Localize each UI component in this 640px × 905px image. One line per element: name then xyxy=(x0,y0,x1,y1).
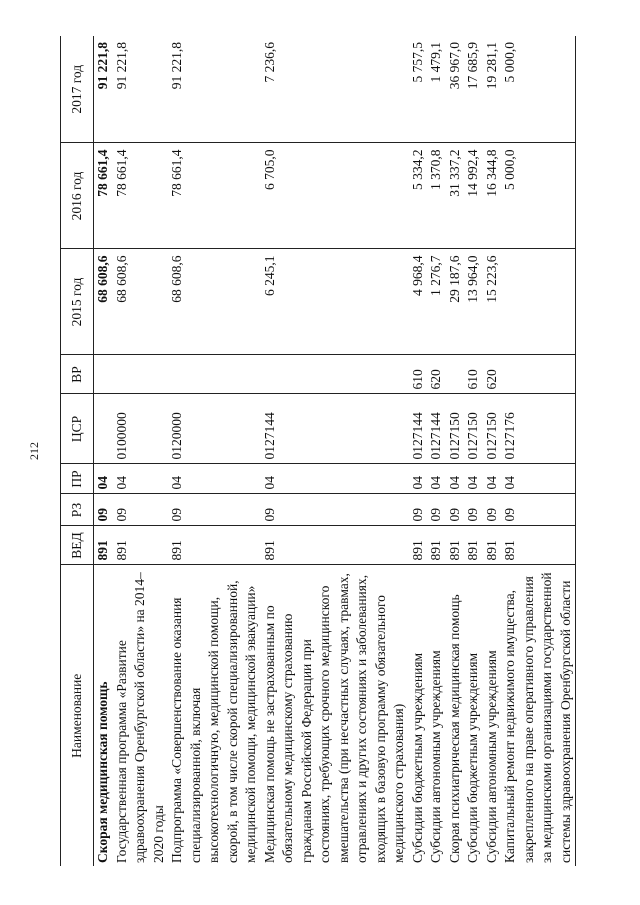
row-pr: 04 xyxy=(464,464,483,494)
row-2016: 16 344,8 xyxy=(483,143,502,249)
row-name: Субсидии бюджетным учреждениям xyxy=(409,652,425,863)
table-row xyxy=(483,36,502,866)
row-2016: 14 992,4 xyxy=(464,143,483,249)
row-2015: 29 187,6 xyxy=(446,249,465,355)
row-csr: 0127176 xyxy=(501,394,576,464)
row-2016: 31 337,2 xyxy=(446,143,465,249)
row-pr: 04 xyxy=(261,464,409,494)
row-2015 xyxy=(501,249,576,355)
table-row xyxy=(464,36,483,866)
row-csr: 0127144 xyxy=(261,394,409,464)
table-row xyxy=(168,36,261,866)
header-vr: ВР xyxy=(61,355,94,394)
header-ved: ВЕД xyxy=(61,526,94,565)
header-2017: 2017 год xyxy=(61,36,94,143)
row-2017: 17 685,9 xyxy=(464,36,483,143)
row-2017: 91 221,8 xyxy=(113,36,169,143)
row-vr xyxy=(168,355,261,394)
table-row xyxy=(409,36,428,866)
row-csr: 0120000 xyxy=(168,394,261,464)
row-pr: 04 xyxy=(483,464,502,494)
row-csr: 0127144 xyxy=(427,394,446,464)
row-2017: 91 221,8 xyxy=(94,36,113,143)
row-2016: 78 661,4 xyxy=(168,143,261,249)
row-name: Подпрограмма «Совершенствование оказания специализированной, включая высокотехнологичную, медицинской помощи, скорой, в том числе скорой специализированной, медицинской помощи, медицинской эвакуации» xyxy=(169,580,258,863)
row-2015: 68 608,6 xyxy=(168,249,261,355)
row-csr: 0127150 xyxy=(464,394,483,464)
row-name: Субсидии автономным учреждениям xyxy=(428,650,443,863)
table-row xyxy=(261,36,409,866)
row-2017: 5 000,0 xyxy=(501,36,576,143)
row-rz: 09 xyxy=(464,494,483,526)
table-row xyxy=(94,36,113,866)
table-row xyxy=(427,36,446,866)
row-2015: 68 608,6 xyxy=(94,249,113,355)
row-rz: 09 xyxy=(94,494,113,526)
row-ved: 891 xyxy=(168,526,261,565)
row-2017: 19 281,1 xyxy=(483,36,502,143)
row-pr: 04 xyxy=(168,464,261,494)
row-name: Капитальный ремонт недвижимого имущества, закрепленного на праве оперативного управления за медицинскими организациями государственной системы здравоохранения Оренбургской области xyxy=(501,565,576,866)
row-2016: 5 000,0 xyxy=(501,143,576,249)
row-ved: 891 xyxy=(94,526,113,565)
row-2017: 7 236,6 xyxy=(261,36,409,143)
row-vr: 620 xyxy=(427,355,446,394)
row-ved: 891 xyxy=(446,526,465,565)
row-2015: 68 608,6 xyxy=(113,249,169,355)
row-2017: 91 221,8 xyxy=(168,36,261,143)
row-ved: 891 xyxy=(501,526,576,565)
row-rz: 09 xyxy=(113,494,169,526)
row-vr xyxy=(501,355,576,394)
row-vr: 620 xyxy=(483,355,502,394)
row-ved: 891 xyxy=(483,526,502,565)
header-2015: 2015 год xyxy=(61,249,94,355)
table-row xyxy=(446,36,465,866)
row-rz: 09 xyxy=(483,494,502,526)
row-rz: 09 xyxy=(427,494,446,526)
row-name: Медицинская помощь не застрахованным по обязательному медицинскому страхованию гражданам Российской Федерации при состояниях, требующих срочного медицинского вмешательства (при несчастных случаях, травмах, отравлениях и других состояниях и заболеваниях, входящих в базовую программу обязательного медицинского страхования) xyxy=(261,573,406,863)
row-name: Скорая психиатрическая медицинская помощь xyxy=(446,594,462,863)
header-pr: ПР xyxy=(61,464,94,494)
header-rz: РЗ xyxy=(61,494,94,526)
row-ved: 891 xyxy=(409,526,428,565)
row-pr: 04 xyxy=(409,464,428,494)
header-name: Наименование xyxy=(61,565,94,866)
row-rz: 09 xyxy=(261,494,409,526)
row-pr: 04 xyxy=(427,464,446,494)
row-2017: 1 479,1 xyxy=(427,36,446,143)
row-2015: 6 245,1 xyxy=(261,249,409,355)
row-vr xyxy=(446,355,465,394)
row-csr xyxy=(94,394,113,464)
row-pr: 04 xyxy=(94,464,113,494)
row-2015: 4 968,4 xyxy=(409,249,428,355)
row-rz: 09 xyxy=(446,494,465,526)
table-row xyxy=(501,36,576,866)
table-header-row xyxy=(61,36,94,866)
row-vr xyxy=(261,355,409,394)
row-2016: 5 334,2 xyxy=(409,143,428,249)
row-2016: 6 705,0 xyxy=(261,143,409,249)
table-row xyxy=(113,36,169,866)
row-ved: 891 xyxy=(427,526,446,565)
row-pr: 04 xyxy=(113,464,169,494)
row-ved: 891 xyxy=(261,526,409,565)
row-pr: 04 xyxy=(501,464,576,494)
header-2016: 2016 год xyxy=(61,143,94,249)
row-2017: 5 757,5 xyxy=(409,36,428,143)
row-vr: 610 xyxy=(464,355,483,394)
row-2015: 1 276,7 xyxy=(427,249,446,355)
page-number: 212 xyxy=(27,442,41,460)
row-vr xyxy=(94,355,113,394)
row-name: Субсидии автономным учреждениям xyxy=(483,650,499,863)
row-2017: 36 967,0 xyxy=(446,36,465,143)
row-csr: 0127144 xyxy=(409,394,428,464)
budget-table xyxy=(60,36,576,866)
row-ved: 891 xyxy=(464,526,483,565)
row-vr xyxy=(113,355,169,394)
row-name: Скорая медицинская помощь xyxy=(95,681,110,863)
row-vr: 610 xyxy=(409,355,428,394)
row-2016: 1 370,8 xyxy=(427,143,446,249)
row-2015: 15 223,6 xyxy=(483,249,502,355)
row-pr: 04 xyxy=(446,464,465,494)
row-rz: 09 xyxy=(168,494,261,526)
row-rz: 09 xyxy=(409,494,428,526)
row-ved: 891 xyxy=(113,526,169,565)
rotated-table-block xyxy=(27,36,608,866)
row-2015: 13 964,0 xyxy=(464,249,483,355)
header-csr: ЦСР xyxy=(61,394,94,464)
row-csr: 0127150 xyxy=(483,394,502,464)
row-csr: 0100000 xyxy=(113,394,169,464)
row-csr: 0127150 xyxy=(446,394,465,464)
row-2016: 78 661,4 xyxy=(94,143,113,249)
row-rz: 09 xyxy=(501,494,576,526)
row-name: Государственная программа «Развитие здравоохранения Оренбургской области» на 2014–2020 годы xyxy=(113,572,166,863)
row-2016: 78 661,4 xyxy=(113,143,169,249)
row-name: Субсидии бюджетным учреждениям xyxy=(465,652,480,863)
